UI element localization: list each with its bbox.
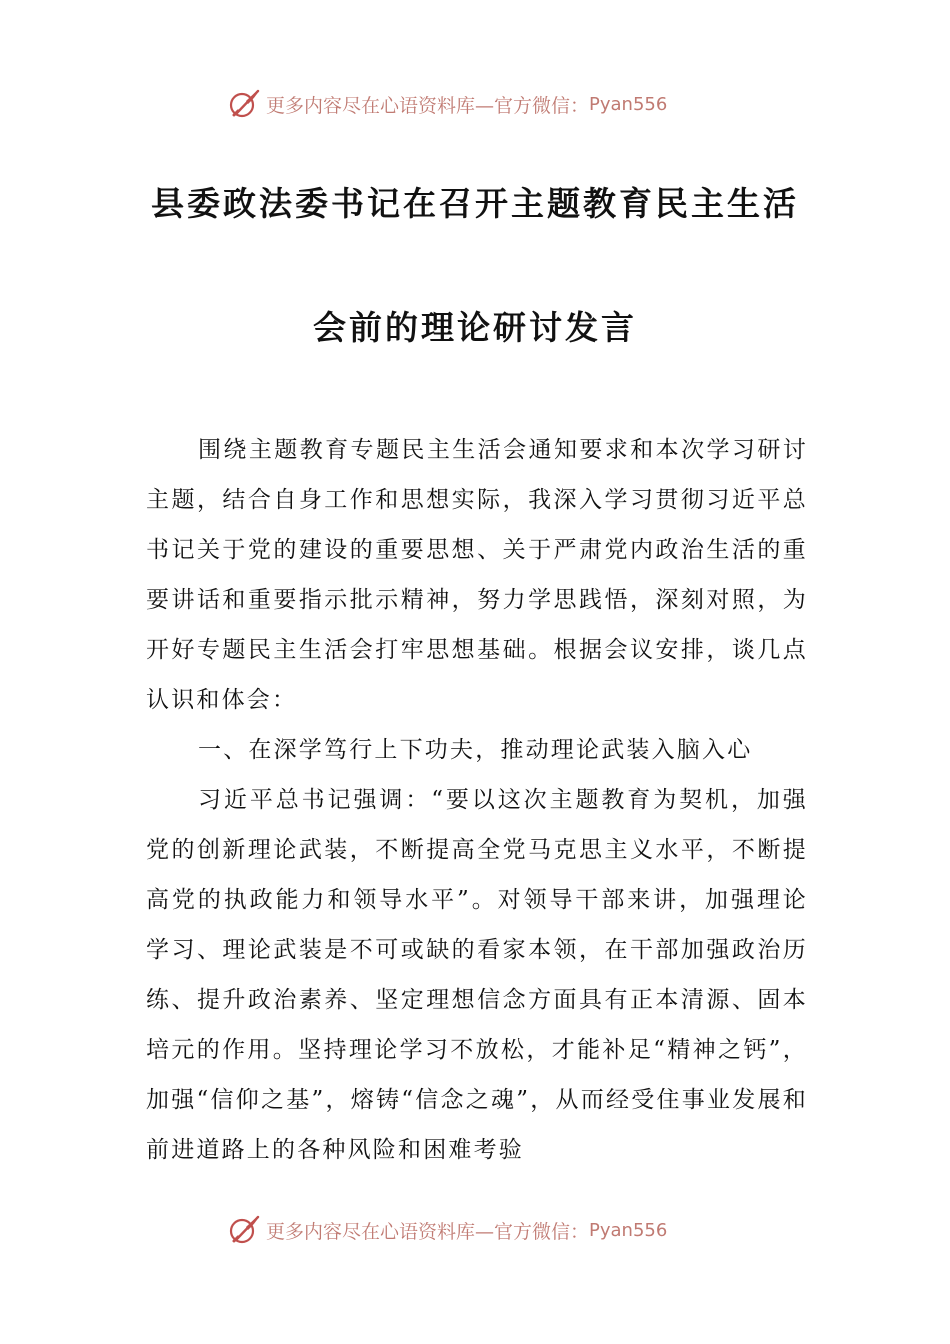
paragraph-intro: 围绕主题教育专题民主生活会通知要求和本次学习研讨主题，结合自身工作和思想实际，我深入学习贯彻习近平总书记关于党的建设的重要思想、关于严肃党内政治生活的重要讲话和重要指示批示精神，努力学思践悟，深刻对照，为开好专题民主生活会打牢思想基础。根据会议安排，谈几点认识和体会： bbox=[146, 437, 808, 713]
document-body bbox=[146, 425, 808, 1175]
quill-logo-icon bbox=[228, 87, 262, 121]
quill-logo-icon bbox=[228, 1213, 262, 1247]
watermark-header bbox=[228, 86, 748, 122]
watermark-wechat-id: Pyan556 bbox=[589, 1219, 668, 1241]
watermark-text: 更多内容尽在心语资料库—官方微信： bbox=[266, 94, 590, 117]
document-title-line-2: 会前的理论研讨发言 bbox=[313, 308, 637, 347]
watermark-wechat-id: Pyan556 bbox=[589, 93, 668, 115]
watermark-footer bbox=[228, 1212, 748, 1248]
paragraph-section-1: 习近平总书记强调：“要以这次主题教育为契机，加强党的创新理论武装，不断提高全党马克思主义水平，不断提高党的执政能力和领导水平”。对领导干部来讲，加强理论学习、理论武装是不可或缺的看家本领，在干部加强政治历练、提升政治素养、坚定理想信念方面具有正本清源、固本培元的作用。坚持理论学习不放松，才能补足“精神之钙”，加强“信仰之基”，熔铸“信念之魂”，从而经受住事业发展和前进道路上的各种风险和困难考验 bbox=[146, 787, 808, 1163]
watermark-text: 更多内容尽在心语资料库—官方微信： bbox=[266, 1220, 590, 1243]
section-heading-1: 一、在深学笃行上下功夫，推动理论武装入脑入心 bbox=[198, 737, 753, 763]
document-title-line-1: 县委政法委书记在召开主题教育民主生活 bbox=[151, 184, 799, 223]
